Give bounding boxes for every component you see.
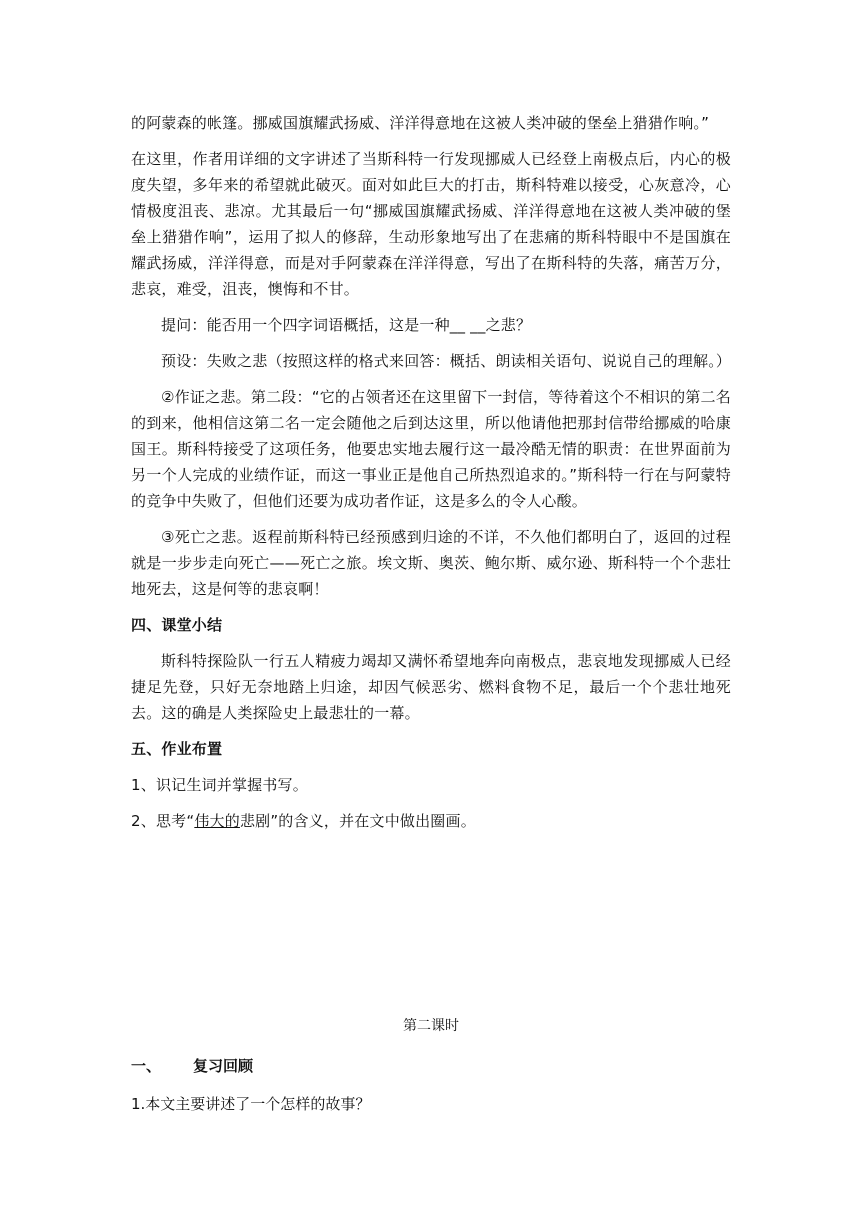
review-heading-number: 一、 xyxy=(131,1057,162,1075)
lesson-one-body xyxy=(131,110,731,834)
lesson-two-title: 第二课时 xyxy=(403,1018,459,1034)
preset-answer-paragraph: 预设：失败之悲（按照这样的格式来回答：概括、朗读相关语句、说说自己的理解。） xyxy=(161,352,732,370)
section-heading-summary: 四、课堂小结 xyxy=(131,616,223,634)
summary-paragraph: 斯科特探险队一行五人精疲力竭却又满怀希望地奔向南极点，悲哀地发现挪威人已经捷足先登，只好无奈地踏上归途，却因气候恶劣、燃料食物不足，最后一个个悲壮地死去。这的确是人类探险史上最悲壮的一幕。 xyxy=(131,652,731,722)
death-sorrow-paragraph: ③死亡之悲。返程前斯科特已经预感到归途的不详，不久他们都明白了，返回的过程就是一步步走向死亡——死亡之旅。埃文斯、奥茨、鲍尔斯、威尔逊、斯科特一个个悲壮地死去，这是何等的悲哀啊！ xyxy=(131,528,731,598)
question-paragraph: 提问：能否用一个四字词语概括，这是一种__ __之悲？ xyxy=(161,316,532,334)
quote-ending: 的阿蒙森的帐篷。挪威国旗耀武扬威、洋洋得意地在这被人类冲破的堡垒上猎猎作响。” xyxy=(131,114,710,132)
testimony-sorrow-paragraph: ②作证之悲。第二段：“它的占领者还在这里留下一封信，等待着这个不相识的第二名的到来，他相信这第二名一定会随他之后到达这里，所以他请他把那封信带给挪威的哈康国王。斯科特接受了这项任务，他要忠实地去履行这一最冷酷无情的职责：在世界面前为另一个人完成的业绩作证，而这一事业正是他自己所热烈追求的。”斯科特一行在与阿蒙特的竞争中失败了，但他们还要为成功者作证，这是多么的令人心酸。 xyxy=(131,388,731,510)
homework-item-2-prefix: 2、思考“ xyxy=(131,812,195,830)
homework-item-2 xyxy=(131,808,731,834)
review-heading-text: 复习回顾 xyxy=(193,1057,254,1075)
review-heading xyxy=(131,1054,731,1078)
analysis-paragraph: 在这里，作者用详细的文字讲述了当斯科特一行发现挪威人已经登上南极点后，内心的极度失望，多年来的希望就此破灭。面对如此巨大的打击，斯科特难以接受，心灰意冷，心情极度沮丧、悲凉。尤其最后一句“挪威国旗耀武扬威、洋洋得意地在这被人类冲破的堡垒上猎猎作响”，运用了拟人的修辞，生动形象地写出了在悲痛的斯科特眼中不是国旗在耀武扬威，洋洋得意，而是对手阿蒙森在洋洋得意，写出了在斯科特的失落，痛苦万分，悲哀，难受，沮丧，懊悔和不甘。 xyxy=(131,150,731,298)
section-heading-homework: 五、作业布置 xyxy=(131,740,223,758)
lesson-two-section xyxy=(131,1016,731,1116)
underlined-phrase: 伟大的 xyxy=(194,812,240,830)
homework-item-2-suffix: 悲剧”的含义，并在文中做出圈画。 xyxy=(239,812,476,830)
homework-item-1: 1、识记生词并掌握书写。 xyxy=(131,776,308,794)
review-question-1: 1.本文主要讲述了一个怎样的故事？ xyxy=(131,1095,371,1113)
